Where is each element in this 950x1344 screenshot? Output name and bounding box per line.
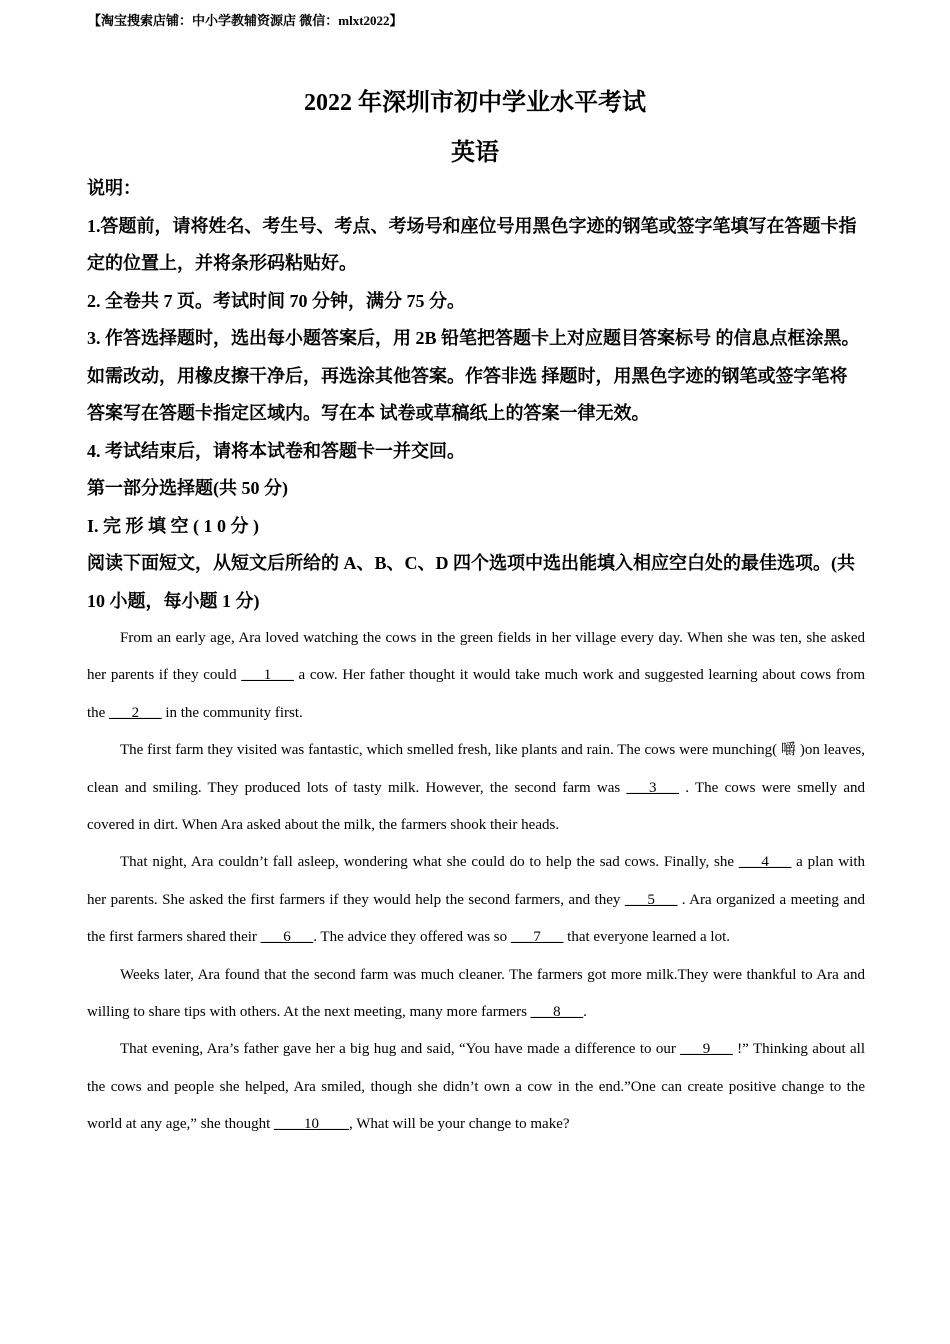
instruction-item: 2. 全卷共 7 页。考试时间 70 分钟，满分 75 分。 [87,290,465,311]
cloze-passage [87,620,865,1144]
blank-3: ___3___ [626,779,680,796]
passage-paragraph: The first farm they visited was fantastic, which smelled fresh, like plants and rain. The cows were munching( 嚼 )on leaves, clean and smiling. They produced lots of tasty milk. However, the second farm was ___3___ . The cows were smelly and covered in dirt. When Ara asked about the milk, the farmers shook their heads. [87,742,865,834]
passage-paragraph: From an early age, Ara loved watching the cows in the green fields in her village every day. When she was ten, she asked her parents if they could ___1___ a cow. Her father thought it would take much work and suggested learning about cows from the ___2___ in the community first. [87,630,865,721]
blank-4: ___4___ [738,854,792,871]
instruction-item: 1.答题前，请将姓名、考生号、考点、考场号和座位号用黑色字迹的钢笔或签字笔填写在答题卡指定的位置上，并将条形码粘贴好。 [87,215,857,273]
blank-6: ___6___ [260,929,314,946]
header-note: 【淘宝搜索店铺：中小学教辅资源店 微信：mlxt2022】 [88,13,403,28]
instruction-item: 3. 作答选择题时，选出每小题答案后，用 2B 铅笔把答题卡上对应题目答案标号 的信息点框涂黑。如需改动，用橡皮擦干净后，再选涂其他答案。作答非选 择题时，用黑色字迹的钢笔或签字笔将答案写在答题卡指定区域内。写在本 试卷或草稿纸上的答案一律无效。 [87,328,860,423]
blank-2: ___2___ [109,704,162,721]
blank-1: ___1___ [241,667,294,684]
passage-paragraph: That evening, Ara’s father gave her a big hug and said, “You have made a difference to our ___9___ !” Thinking about all the cows and people she helped, Ara smiled, though she didn’t own a cow in the end.”One can create positive change to the world at any age,” she thought ____10____, What will be your change to make? [87,1041,865,1133]
instruction-item: 4. 考试结束后，请将本试卷和答题卡一并交回。 [87,440,465,461]
blank-8: ___8___ [530,1004,584,1021]
part-title: 第一部分选择题(共 50 分) [87,478,288,498]
passage-paragraph: That night, Ara couldn’t fall asleep, wondering what she could do to help the sad cows. Finally, she ___4___ a plan with her parents. She asked the first farmers if they would help the second farmers, and they ___5___ . Ara organized a meeting and the first farmers shared their ___6___. The advice they offered was so ___7___ that everyone learned a lot. [87,854,866,946]
blank-5: ___5___ [624,891,678,908]
passage-paragraph: Weeks later, Ara found that the second farm was much cleaner. The farmers got more milk.They were thankful to Ara and willing to share tips with others. At the next meeting, many more farmers ___8___. [87,966,865,1021]
section-description: 阅读下面短文，从短文后所给的 A、B、C、D 四个选项中选出能填入相应空白处的最佳选项。(共 10 小题，每小题 1 分) [87,553,855,611]
instructions [87,170,865,620]
blank-9: ___9___ [680,1041,733,1058]
blank-7: ___7___ [510,929,564,946]
section-title: I. 完 形 填 空 ( 1 0 分 ) [87,515,259,536]
blank-10: ____10____ [274,1116,350,1133]
exam-title: 2022 年深圳市初中学业水平考试 [304,90,646,116]
subject-title: 英语 [451,140,499,166]
instructions-heading: 说明： [87,178,141,198]
